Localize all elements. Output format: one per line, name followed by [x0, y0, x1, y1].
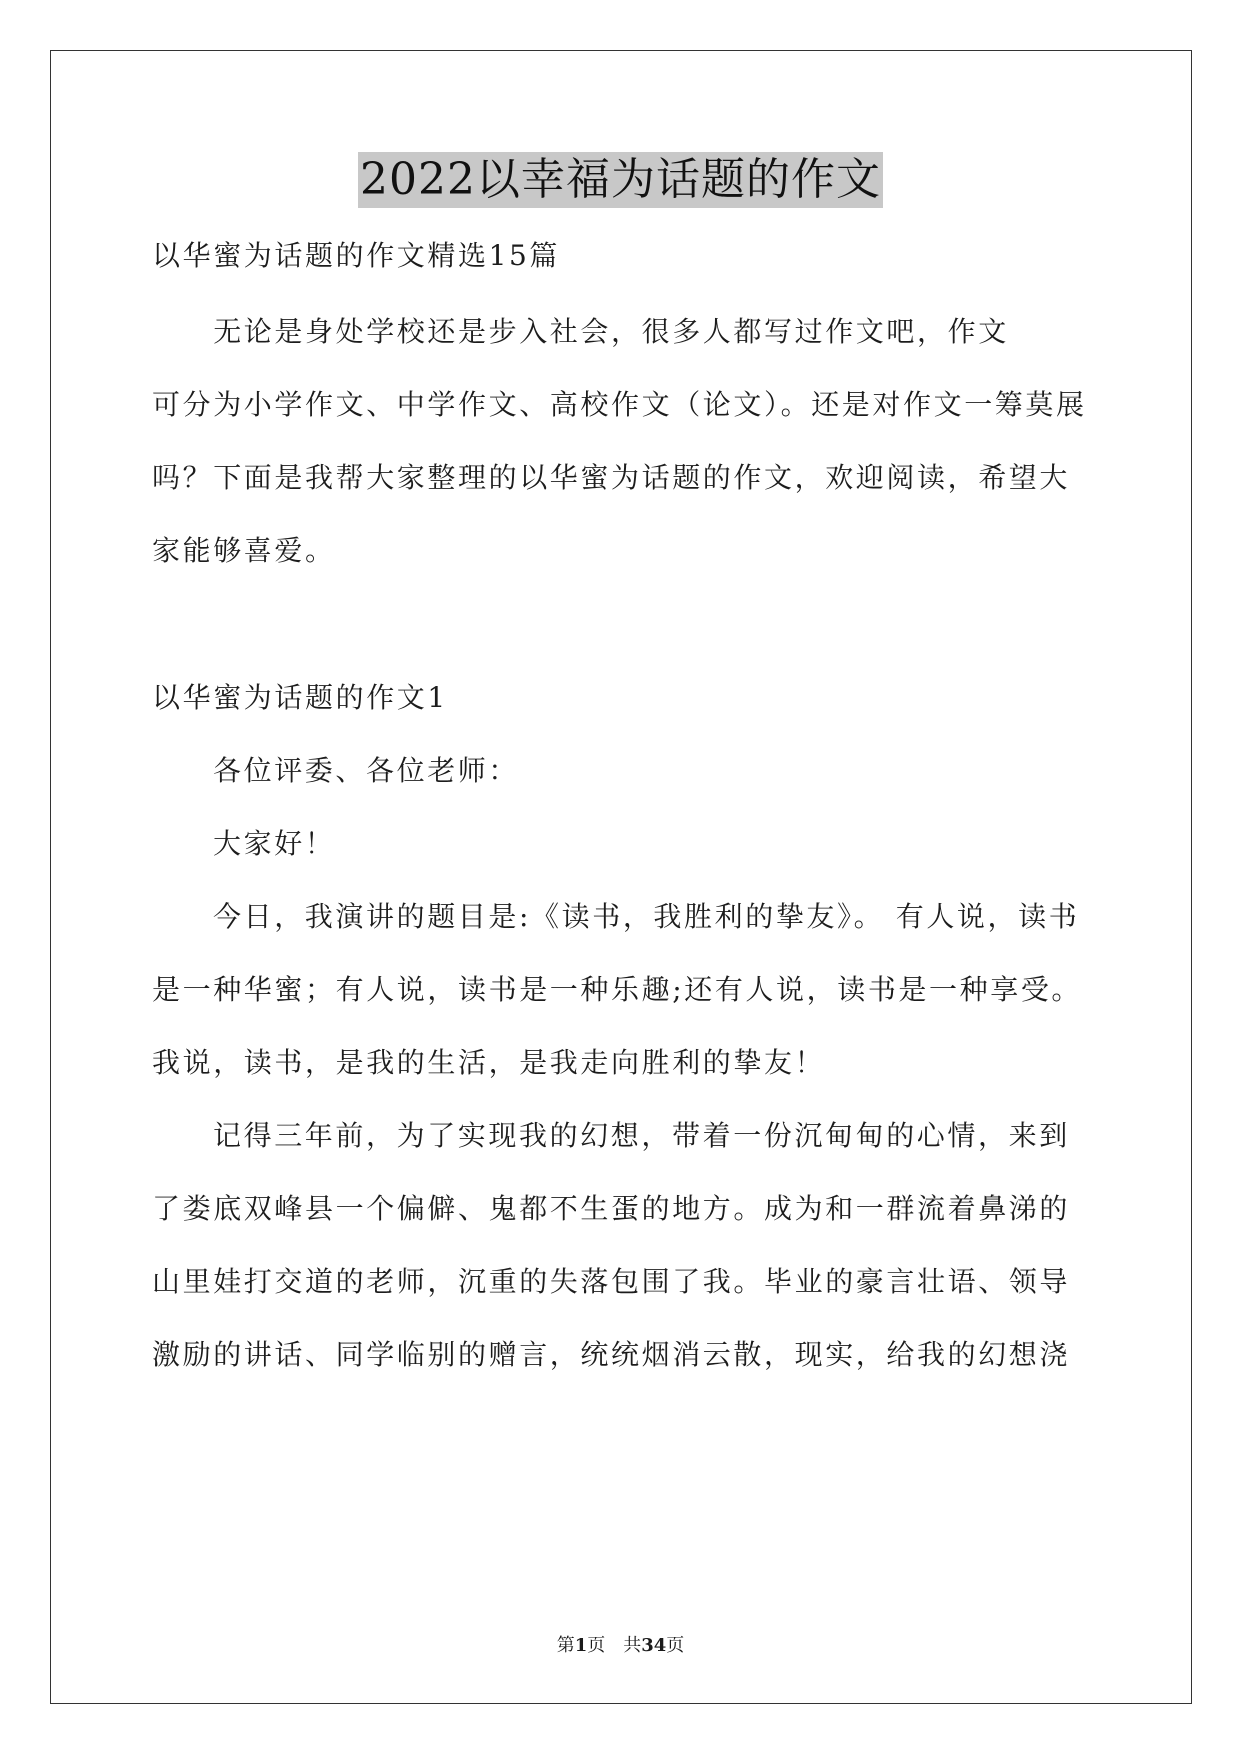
salutation-line: 各位评委、各位老师：: [213, 754, 520, 787]
total-prefix: 共: [623, 1635, 642, 1656]
body-line: 是一种华蜜；有人说，读书是一种乐趣;还有人说，读书是一种享受。: [152, 973, 1083, 1006]
intro-line: 可分为小学作文、中学作文、高校作文（论文）。还是对作文一筹莫展: [152, 388, 1087, 421]
title-block: [0, 152, 1241, 208]
page-number: 1: [574, 1635, 588, 1656]
document-subtitle: 以华蜜为话题的作文精选15篇: [152, 239, 561, 272]
page-suffix: 页: [587, 1635, 606, 1656]
total-pages: 34: [641, 1635, 667, 1656]
page-border: [50, 50, 1192, 1704]
page-footer: [0, 1634, 1241, 1658]
total-suffix: 页: [666, 1635, 685, 1656]
body-line: 记得三年前，为了实现我的幻想，带着一份沉甸甸的心情，来到: [213, 1119, 1070, 1152]
document-title: 2022以幸福为话题的作文: [358, 152, 883, 208]
section-heading: 以华蜜为话题的作文1: [152, 681, 448, 714]
greeting-line: 大家好！: [213, 827, 336, 860]
body-line: 激励的讲话、同学临别的赠言，统统烟消云散，现实，给我的幻想浇: [152, 1338, 1071, 1371]
body-line: 了娄底双峰县一个偏僻、鬼都不生蛋的地方。成为和一群流着鼻涕的: [152, 1192, 1071, 1225]
body-line: 我说，读书，是我的生活，是我走向胜利的挚友！: [152, 1046, 826, 1079]
intro-line: 吗？下面是我帮大家整理的以华蜜为话题的作文，欢迎阅读，希望大: [152, 461, 1071, 494]
body-line: 山里娃打交道的老师，沉重的失落包围了我。毕业的豪言壮语、领导: [152, 1265, 1071, 1298]
intro-line: 无论是身处学校还是步入社会，很多人都写过作文吧，作文: [152, 315, 1009, 348]
body-line: 今日，我演讲的题目是:《读书，我胜利的挚友》。 有人说，读书: [213, 900, 1080, 933]
intro-line: 家能够喜爱。: [152, 534, 336, 567]
page-prefix: 第: [556, 1635, 575, 1656]
